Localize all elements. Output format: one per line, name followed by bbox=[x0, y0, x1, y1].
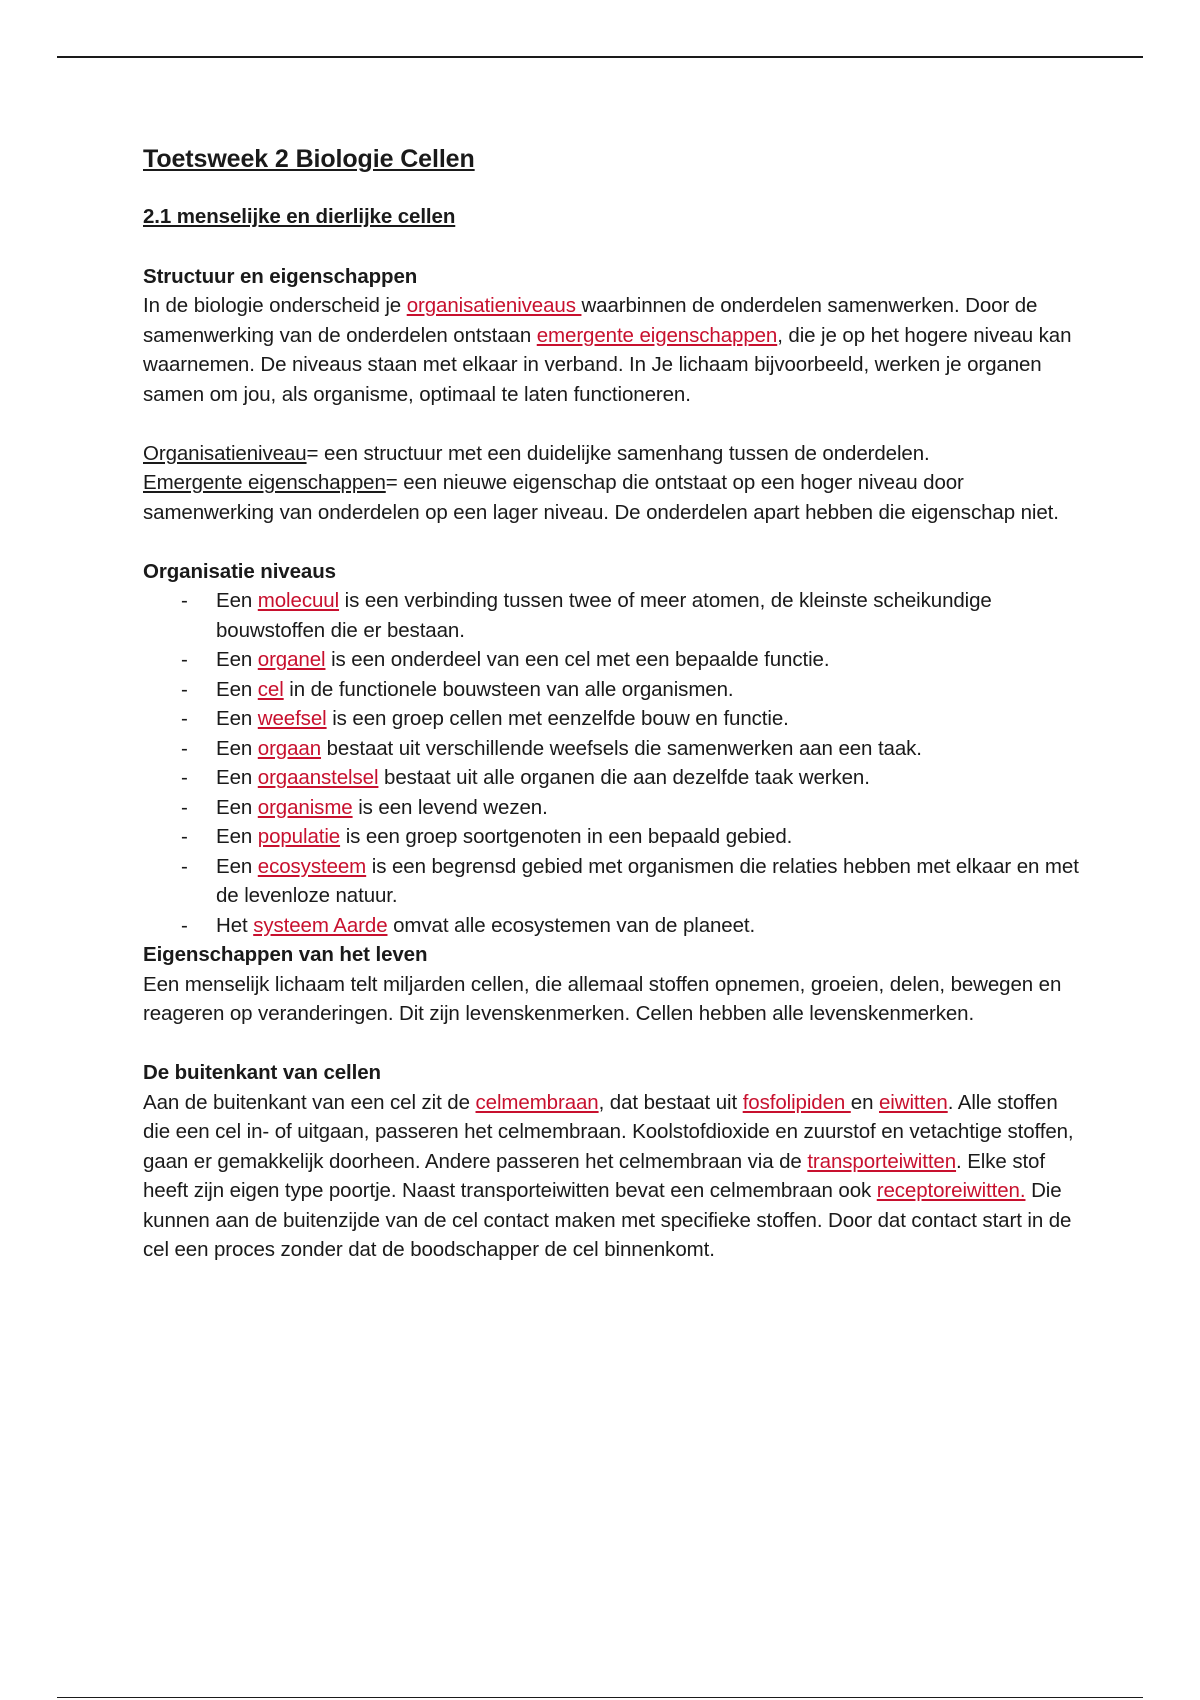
list-item: - Een populatie is een groep soortgenoten in een bepaald gebied. bbox=[143, 822, 1083, 852]
keyword-molecuul: molecuul bbox=[257, 589, 340, 612]
keyword-eiwitten: eiwitten bbox=[879, 1090, 948, 1114]
heading-organisatie-niveaus: Organisatie niveaus bbox=[143, 559, 336, 583]
paragraph-structuur: In de biologie onderscheid je organisatieniveaus waarbinnen de onderdelen samenwerken. Door de samenwerking van de onderdelen ontstaan emergente eigenschappen, die je op het hogere niveau kan waarnemen. De niveaus staan met elkaar in verband. In Je lichaam bijvoorbeeld, werken je organen samen om jou, als organisme, optimaal te laten functioneren. bbox=[143, 294, 1072, 406]
keyword-transporteiwitten: transporteiwitten bbox=[807, 1149, 957, 1173]
keyword-receptoreiwitten: receptoreiwitten. bbox=[876, 1179, 1026, 1202]
keyword-organel: organel bbox=[257, 648, 326, 671]
keyword-populatie: populatie bbox=[257, 825, 341, 848]
list-item: - Een weefsel is een groep cellen met eenzelfde bouw en functie. bbox=[143, 704, 1083, 734]
keyword-weefsel: weefsel bbox=[257, 707, 327, 730]
keyword-organisatieniveaus: organisatieniveaus bbox=[406, 294, 582, 317]
levels-list bbox=[143, 586, 1083, 940]
list-item: - Een orgaan bestaat uit verschillende weefsels die samenwerken aan een taak. bbox=[143, 734, 1083, 764]
heading-structuur: Structuur en eigenschappen bbox=[143, 264, 418, 288]
term-organisatieniveau: Organisatieniveau bbox=[143, 441, 307, 465]
keyword-organisme: organisme bbox=[257, 795, 353, 819]
keyword-emergente-eigenschappen: emergente eigenschappen bbox=[536, 323, 778, 347]
list-item: - Een organel is een onderdeel van een cel met een bepaalde functie. bbox=[143, 645, 1083, 675]
list-item: - Een orgaanstelsel bestaat uit alle organen die aan dezelfde taak werken. bbox=[143, 763, 1083, 793]
definition-organisatieniveau: Organisatieniveau= een structuur met een duidelijke samenhang tussen de onderdelen. bbox=[143, 441, 930, 465]
keyword-ecosysteem: ecosysteem bbox=[257, 854, 367, 878]
document-body bbox=[143, 140, 1083, 1265]
definition-emergente-eigenschappen: Emergente eigenschappen= een nieuwe eigenschap die ontstaat op een hoger niveau door samenwerking van onderdelen op een lager niveau. De onderdelen apart hebben die eigenschap niet. bbox=[143, 471, 1059, 524]
section-title: 2.1 menselijke en dierlijke cellen bbox=[143, 205, 456, 228]
keyword-cel: cel bbox=[257, 677, 284, 701]
keyword-celmembraan: celmembraan bbox=[475, 1090, 599, 1114]
keyword-systeem-aarde: systeem Aarde bbox=[253, 913, 388, 937]
heading-buitenkant: De buitenkant van cellen bbox=[143, 1061, 381, 1084]
document-title: Toetsweek 2 Biologie Cellen bbox=[143, 145, 475, 173]
heading-eigenschappen-leven: Eigenschappen van het leven bbox=[143, 943, 428, 966]
paragraph-leven: Een menselijk lichaam telt miljarden cellen, die allemaal stoffen opnemen, groeien, delen, bewegen en reageren op veranderingen. Dit zijn levenskenmerken. Cellen hebben alle levenskenmerken. bbox=[143, 972, 1062, 1025]
paragraph-buitenkant: Aan de buitenkant van een cel zit de celmembraan, dat bestaat uit fosfolipiden en eiwitten. Alle stoffen die een cel in- of uitgaan, passeren het celmembraan. Koolstofdioxide en zuurstof en vetachtige stoffen, gaan er gemakkelijk doorheen. Andere passeren het celmembraan via de transporteiwitten. Elke stof heeft zijn eigen type poortje. Naast transporteiwitten bevat een celmembraan ook receptoreiwitten. Die kunnen aan de buitenzijde van de cel contact maken met specifieke stoffen. Door dat contact start in de cel een proces zonder dat de boodschapper de cel binnenkomt. bbox=[143, 1090, 1074, 1261]
list-item: - Het systeem Aarde omvat alle ecosystemen van de planeet. bbox=[143, 911, 1083, 941]
keyword-orgaan: orgaan bbox=[257, 736, 322, 760]
top-rule bbox=[57, 56, 1143, 58]
list-item: - Een ecosysteem is een begrensd gebied met organismen die relaties hebben met elkaar en met de levenloze natuur. bbox=[143, 852, 1083, 911]
list-item: - Een organisme is een levend wezen. bbox=[143, 793, 1083, 823]
keyword-orgaanstelsel: orgaanstelsel bbox=[257, 766, 379, 789]
list-item: - Een molecuul is een verbinding tussen twee of meer atomen, de kleinste scheikundige bouwstoffen die er bestaan. bbox=[143, 586, 1083, 645]
bottom-rule bbox=[57, 1697, 1143, 1698]
term-emergente-eigenschappen: Emergente eigenschappen bbox=[143, 471, 386, 494]
keyword-fosfolipiden: fosfolipiden bbox=[742, 1090, 851, 1114]
list-item: - Een cel in de functionele bouwsteen van alle organismen. bbox=[143, 675, 1083, 705]
